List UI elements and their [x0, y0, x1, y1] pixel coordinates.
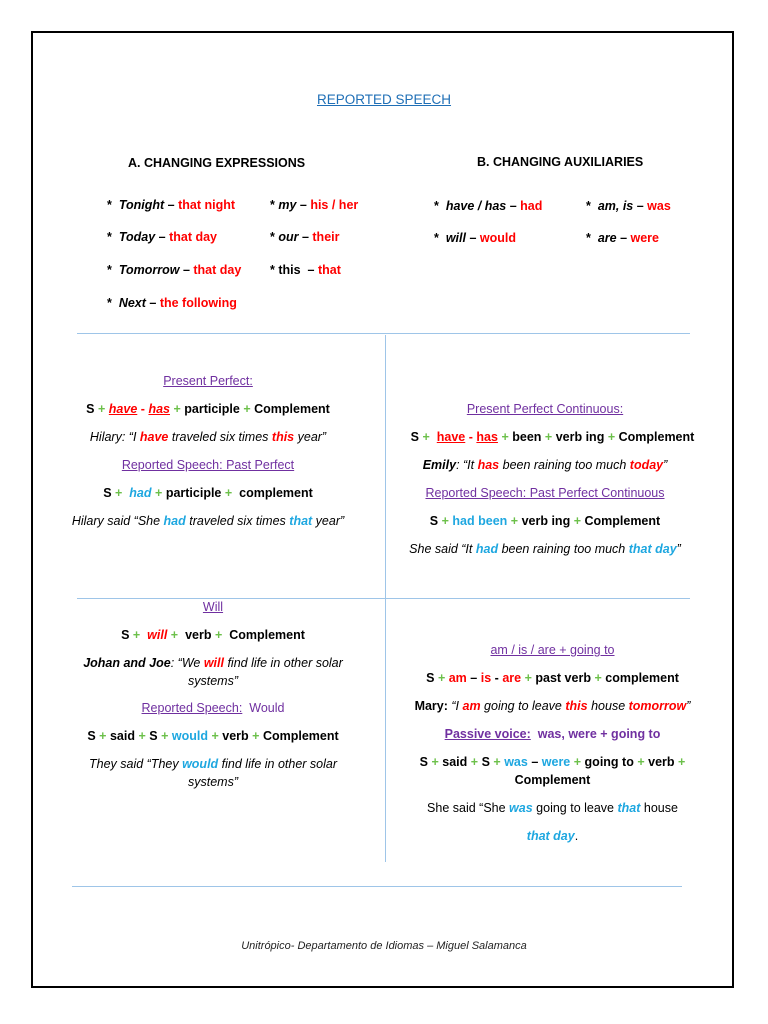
would-formula: S + said + S + would + verb + Complement [87, 729, 339, 743]
page-frame [31, 31, 734, 988]
section-b-heading: B. CHANGING AUXILIARIES [477, 155, 644, 169]
going-to-formula: S + am – is - are + past verb + complement [426, 671, 679, 685]
will-formula: S + will + verb + Complement [121, 628, 305, 642]
divider [72, 886, 682, 887]
present-perfect-heading: Present Perfect: [163, 374, 253, 388]
will-example: Johan and Joe: “We will find life in other solar [83, 656, 343, 670]
expression-row: * my – his / her [270, 198, 359, 212]
auxiliary-row: * are – were [586, 231, 659, 245]
going-to-example: Mary: “I am going to leave this house tomorrow” [414, 699, 691, 713]
footer: Unitrópico- Departamento de Idiomas – Miguel Salamanca [241, 940, 527, 952]
expression-row: * Tonight – that night [107, 198, 236, 212]
divider [77, 598, 690, 599]
passive-voice-heading-row: Passive voice: was, were + going to [444, 727, 661, 741]
past-perfect-formula: S + had + participle + complement [103, 486, 313, 500]
auxiliary-row: * am, is – was [586, 199, 671, 213]
past-perfect-example: Hilary said “She had traveled six times that year” [71, 514, 345, 528]
present-perfect-continuous-heading: Present Perfect Continuous: [466, 402, 624, 416]
will-example-line2: systems” [188, 674, 238, 688]
past-perfect-continuous-formula: S + had been + verb ing + Complement [429, 514, 661, 528]
passive-voice-formula: S + said + S + was – were + going to + verb + [419, 755, 686, 769]
page-title: REPORTED SPEECH [316, 92, 452, 107]
going-to-heading: am / is / are + going to [490, 643, 615, 657]
past-perfect-continuous-heading: Reported Speech: Past Perfect Continuous [425, 486, 665, 500]
present-perfect-formula: S + have - has + participle + Complement [86, 402, 330, 416]
expression-row: * our – their [270, 230, 340, 244]
expression-row: * Today – that day [107, 230, 218, 244]
present-perfect-continuous-example: Emily: “It has been raining too much today” [422, 458, 668, 472]
would-heading-row: Reported Speech: Would [141, 701, 285, 715]
section-a-heading: A. CHANGING EXPRESSIONS [128, 156, 306, 170]
passive-voice-example-line2: that day. [526, 829, 579, 843]
expression-row: * Tomorrow – that day [107, 263, 242, 277]
expression-row: * Next – the following [107, 296, 237, 310]
passive-voice-example: She said “She was going to leave that house [427, 801, 678, 815]
expression-row: * this – that [270, 263, 341, 277]
past-perfect-continuous-example: She said “It had been raining too much that day” [409, 542, 681, 556]
auxiliary-row: * will – would [434, 231, 516, 245]
present-perfect-example: Hilary: “I have traveled six times this year” [89, 430, 327, 444]
would-example: They said “They would find life in other solar [88, 757, 337, 771]
present-perfect-continuous-formula: S + have - has + been + verb ing + Complement [410, 430, 695, 444]
auxiliary-row: * have / has – had [434, 199, 543, 213]
passive-voice-formula-line2: Complement [514, 773, 591, 787]
divider [77, 333, 690, 334]
would-example-line2: systems” [188, 775, 238, 789]
will-heading: Will [202, 600, 224, 614]
past-perfect-heading: Reported Speech: Past Perfect [121, 458, 295, 472]
